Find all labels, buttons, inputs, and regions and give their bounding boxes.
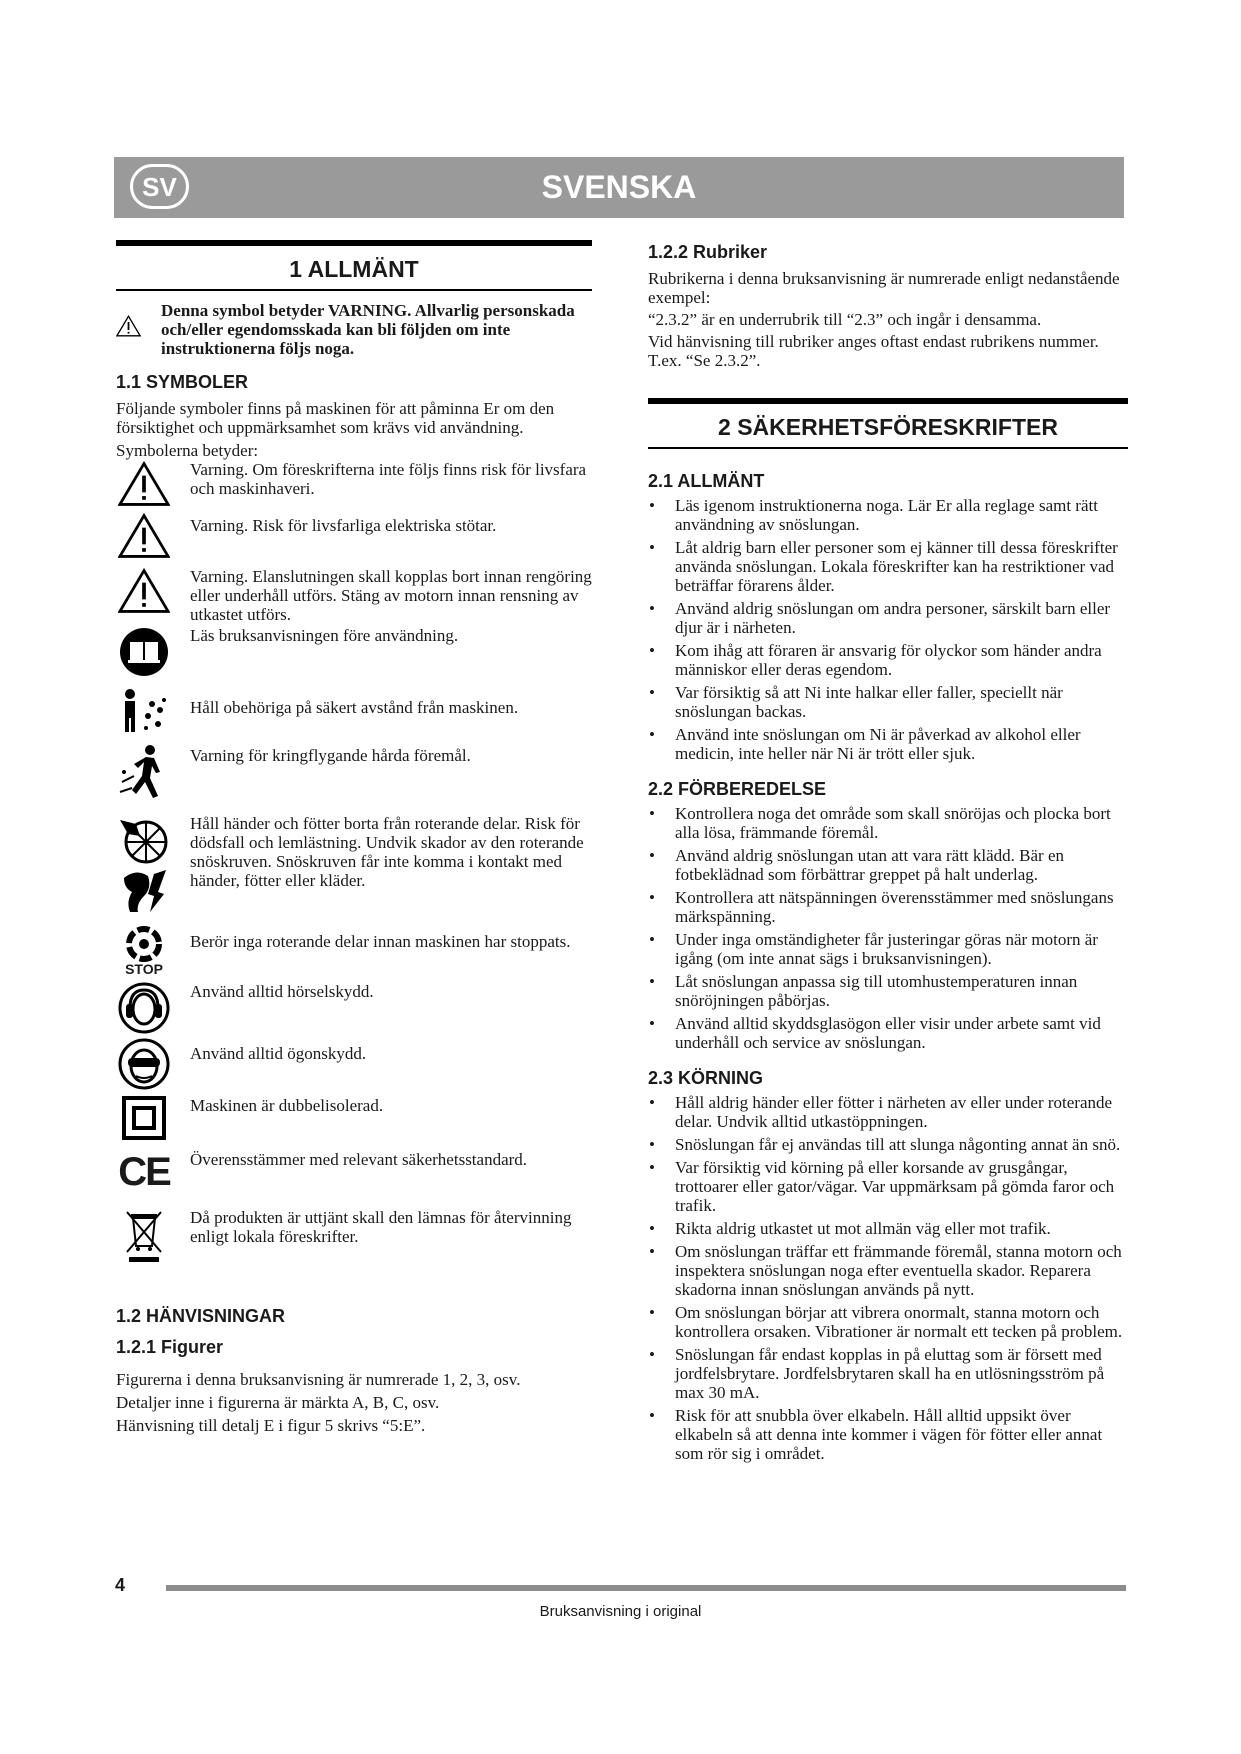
list-item: • Om snöslungan träffar ett främmande föremål, stanna motorn och inspektera snöslungan noga efter eventuella skador. Reparera skadorna innan snöslungan används på nytt. xyxy=(648,1242,1128,1299)
symbol-row xyxy=(116,684,592,742)
list-item: • Snöslungan får endast kopplas in på eluttag som är försett med jordfelsbrytare. Jordfelsbrytaren skall ha en utlösningsström på max 30 mA. xyxy=(648,1345,1128,1402)
driving-heading: 2.3 KÖRNING xyxy=(648,1068,764,1088)
symbol-row xyxy=(116,814,592,926)
list-item: • Var försiktig vid körning på eller korsande av grusgångar, trottoarer eller gator/vägar. Var uppmärksam på gömda faror och trafik. xyxy=(648,1158,1128,1215)
symbol-text: Håll händer och fötter borta från roterande delar. Risk för dödsfall och lemlästning. Undvik skador av den roterande snöskruven. Snöskruven får inte komma i kontakt med händer, fötter eller kläder. xyxy=(190,814,584,890)
warning-triangle-icon xyxy=(118,567,170,615)
symbol-text: Håll obehöriga på säkert avstånd från maskinen. xyxy=(190,698,519,717)
flying-objects-icon xyxy=(116,742,172,802)
symbol-text: Använd alltid hörselskydd. xyxy=(190,982,374,1001)
symbol-text: Varning för kringflygande hårda föremål. xyxy=(190,746,471,765)
page-number: 4 xyxy=(115,1575,126,1595)
warning-triangle-icon xyxy=(118,460,170,508)
general-heading: 2.1 ALLMÄNT xyxy=(648,471,765,491)
list-item: • Håll aldrig händer eller fötter i närheten av eller under roterande delar. Undvik alltid utkastöppningen. xyxy=(648,1093,1128,1131)
references-heading: 1.2 HÄNVISNINGAR xyxy=(116,1306,286,1326)
left-column xyxy=(116,240,592,1437)
warning-intro xyxy=(116,301,592,358)
symbol-row xyxy=(116,1038,592,1094)
symbol-text: Berör inga roterande delar innan maskinen har stoppats. xyxy=(190,932,571,951)
section-title-safety: 2 SÄKERHETSFÖRESKRIFTER xyxy=(648,398,1128,449)
symbols-label: Symbolerna betyder: xyxy=(116,441,259,460)
figures-line: Figurerna i denna bruksanvisning är numrerade 1, 2, 3, osv. xyxy=(116,1370,521,1389)
list-item: • Snöslungan får ej användas till att slunga någonting annat än snö. xyxy=(648,1135,1128,1154)
symbol-row xyxy=(116,567,592,626)
read-manual-icon xyxy=(118,626,170,678)
weee-recycling-icon xyxy=(121,1208,167,1264)
rubriker-line: “2.3.2” är en underrubrik till “2.3” och ingår i densamma. xyxy=(648,310,1042,329)
list-item: • Läs igenom instruktionerna noga. Lär Er alla reglage samt rätt användning av snöslungan. xyxy=(648,496,1128,534)
double-insulated-icon xyxy=(120,1094,168,1142)
symbols-heading: 1.1 SYMBOLER xyxy=(116,372,249,392)
right-column xyxy=(648,242,1128,1467)
list-item: • Rikta aldrig utkastet ut mot allmän väg eller mot trafik. xyxy=(648,1219,1128,1238)
symbol-text: Använd alltid ögonskydd. xyxy=(190,1044,367,1063)
symbol-row xyxy=(116,460,592,512)
list-item: • Använd aldrig snöslungan om andra personer, särskilt barn eller djur är i närheten. xyxy=(648,599,1128,637)
symbol-row xyxy=(116,512,592,567)
list-item: • Risk för att snubbla över elkabeln. Håll alltid uppsikt över elkabeln så att denna inte kommer i vägen för fötter eller annat som rör sig i området. xyxy=(648,1406,1128,1463)
general-list xyxy=(648,496,1128,763)
symbol-row xyxy=(116,742,592,814)
list-item: • Kom ihåg att föraren är ansvarig för olyckor som händer andra människor eller deras egendom. xyxy=(648,641,1128,679)
symbol-text: Varning. Elanslutningen skall kopplas bort innan rengöring eller underhåll utförs. Stäng av motorn innan rensning av utkastet utförs. xyxy=(190,567,592,624)
figures-heading: 1.2.1 Figurer xyxy=(116,1337,224,1357)
language-header-bar xyxy=(114,157,1124,218)
preparation-heading: 2.2 FÖRBEREDELSE xyxy=(648,779,827,799)
rubriker-line: Rubrikerna i denna bruksanvisning är numrerade enligt nedanstående exempel: xyxy=(648,269,1120,307)
list-item: • Låt snöslungan anpassa sig till utomhustemperaturen innan snöröjningen påbörjas. xyxy=(648,972,1128,1010)
rubriker-line: Vid hänvisning till rubriker anges oftast endast rubrikens nummer. T.ex. “Se 2.3.2”. xyxy=(648,332,1099,370)
rubriker-heading: 1.2.2 Rubriker xyxy=(648,242,768,262)
language-title: SVENSKA xyxy=(541,169,697,205)
figures-line: Detaljer inne i figurerna är märkta A, B, C, osv. xyxy=(116,1393,440,1412)
symbol-row xyxy=(116,1094,592,1150)
symbol-row xyxy=(116,1150,592,1208)
figures-line: Hänvisning till detalj E i figur 5 skrivs “5:E”. xyxy=(116,1416,426,1435)
list-item: • Använd aldrig snöslungan utan att vara rätt klädd. Bär en fotbeklädnad som förbättrar greppet på halt underlag. xyxy=(648,846,1128,884)
symbol-text: Maskinen är dubbelisolerad. xyxy=(190,1096,384,1115)
symbol-row xyxy=(116,626,592,684)
preparation-list xyxy=(648,804,1128,1052)
rotating-parts-icon xyxy=(118,814,170,866)
symbol-text: Då produkten är uttjänt skall den lämnas för återvinning enligt lokala föreskrifter. xyxy=(190,1208,572,1246)
footer-divider xyxy=(166,1585,1126,1591)
keep-distance-icon xyxy=(118,684,170,736)
list-item: • Kontrollera att nätspänningen överensstämmer med snöslungans märkspänning. xyxy=(648,888,1128,926)
ce-mark-icon: CE xyxy=(118,1150,170,1194)
warning-intro-text: Denna symbol betyder VARNING. Allvarlig personskada och/eller egendomsskada kan bli följden om inte instruktionerna följs noga. xyxy=(161,301,575,358)
symbol-row xyxy=(116,982,592,1038)
eye-protection-icon xyxy=(118,1038,170,1090)
symbol-text: Varning. Risk för livsfarliga elektriska stötar. xyxy=(190,516,497,535)
list-item: • Under inga omständigheter får justeringar göras när motorn är igång (om inte annat sägs i bruksanvisningen). xyxy=(648,930,1128,968)
list-item: • Kontrollera noga det område som skall snöröjas och plocka bort alla lösa, främmande föremål. xyxy=(648,804,1128,842)
warning-triangle-icon xyxy=(118,512,170,560)
footer-caption: Bruksanvisning i original xyxy=(539,1603,702,1620)
hearing-protection-icon xyxy=(118,982,170,1034)
list-item: • Låt aldrig barn eller personer som ej känner till dessa föreskrifter använda snöslungan. Lokala föreskrifter kan ha restriktioner vad beträffar förarens ålder. xyxy=(648,538,1128,595)
section-title-general: 1 ALLMÄNT xyxy=(116,240,592,291)
symbol-row xyxy=(116,926,592,982)
list-item: • Använd alltid skyddsglasögon eller visir under arbete samt vid underhåll och service av snöslungan. xyxy=(648,1014,1128,1052)
language-badge: SV xyxy=(130,164,189,209)
warning-triangle-icon xyxy=(116,301,141,351)
symbol-text: Läs bruksanvisningen före användning. xyxy=(190,626,459,645)
list-item: • Använd inte snöslungan om Ni är påverkad av alkohol eller medicin, inte heller när Ni är trött eller sjuk. xyxy=(648,725,1128,763)
symbol-row xyxy=(116,1208,592,1268)
symbol-text: Varning. Om föreskrifterna inte följs finns risk för livsfara och maskinhaveri. xyxy=(190,460,587,498)
stop-label: STOP xyxy=(125,961,163,977)
driving-list xyxy=(648,1093,1128,1463)
stop-icon xyxy=(123,926,165,962)
symbol-text: Överensstämmer med relevant säkerhetsstandard. xyxy=(190,1150,528,1169)
rotating-parts-icon xyxy=(118,866,170,916)
symbols-intro: Följande symboler finns på maskinen för att påminna Er om den försiktighet och uppmärksamhet som krävs vid användning. xyxy=(116,399,555,437)
list-item: • Var försiktig så att Ni inte halkar eller faller, speciellt när snöslungan backas. xyxy=(648,683,1128,721)
list-item: • Om snöslungan börjar att vibrera onormalt, stanna motorn och kontrollera orsaken. Vibrationer är normalt ett tecken på problem. xyxy=(648,1303,1128,1341)
